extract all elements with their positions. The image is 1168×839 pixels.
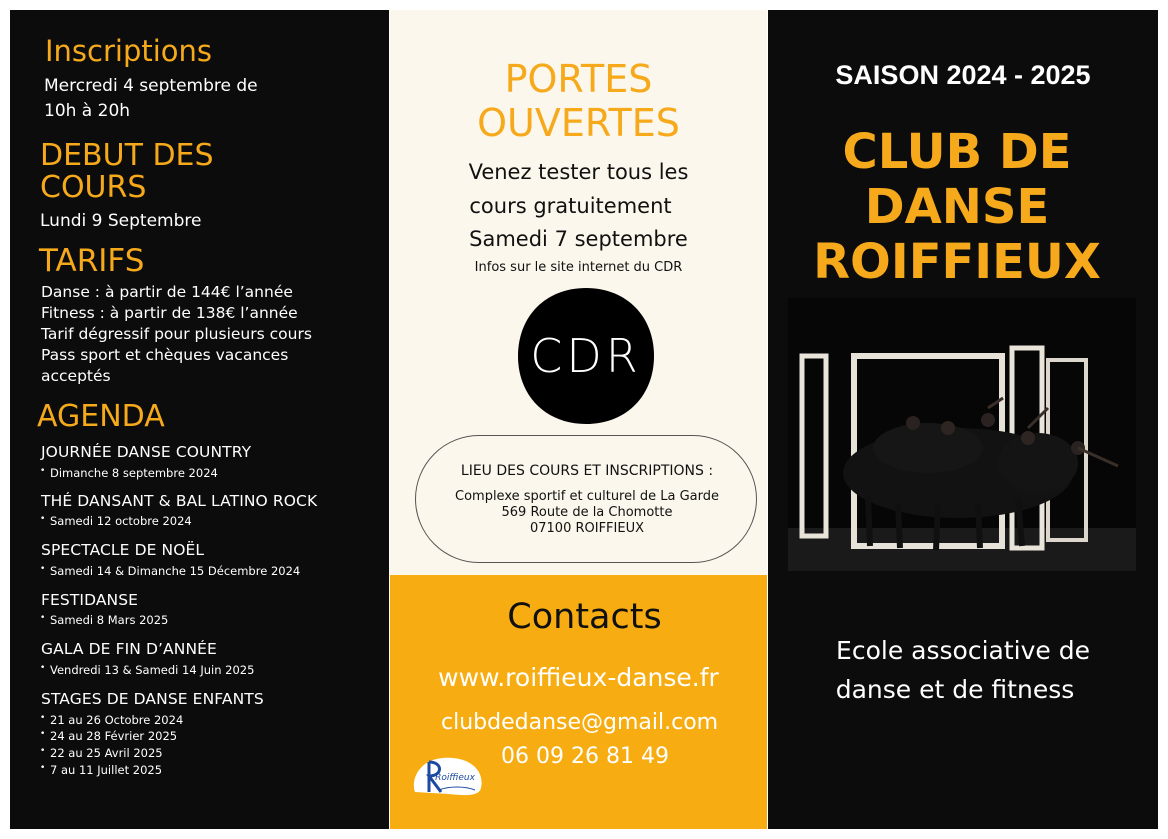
- school-description-line-2: danse et de fitness: [835, 675, 1075, 704]
- agenda-title: AGENDA: [37, 399, 165, 434]
- tarif-line: acceptés: [41, 367, 111, 385]
- tarif-line: Fitness : à partir de 138€ l’année: [41, 304, 298, 322]
- agenda-event-date: • Vendredi 13 & Samedi 14 Juin 2025: [50, 663, 254, 677]
- inscriptions-line-1: Mercredi 4 septembre de: [44, 76, 258, 96]
- open-day-date: Samedi 7 septembre: [469, 227, 688, 251]
- season-title: SAISON 2024 - 2025: [835, 60, 1091, 90]
- agenda-event-date: • 24 au 28 Février 2025: [50, 729, 177, 743]
- tarif-line: Danse : à partir de 144€ l’année: [41, 283, 293, 301]
- email-link[interactable]: clubdedanse@gmail.com: [441, 710, 719, 735]
- roiffieux-logo: [409, 752, 487, 798]
- location-line: Complexe sportif et culturel de La Garde: [455, 489, 719, 504]
- location-line: 07100 ROIFFIEUX: [529, 521, 644, 536]
- infos-line: Infos sur le site internet du CDR: [474, 260, 683, 275]
- roiffieux-logo-text: Roiffieux: [435, 773, 475, 783]
- portes-ouvertes-line-1: PORTES: [504, 57, 653, 101]
- cdr-logo: [518, 288, 654, 424]
- agenda-event-date: • Dimanche 8 septembre 2024: [50, 466, 218, 480]
- agenda-event-date: • Samedi 14 & Dimanche 15 Décembre 2024: [50, 564, 300, 578]
- club-title-line-1: CLUB DE: [842, 124, 1072, 180]
- agenda-event-title: STAGES DE DANSE ENFANTS: [41, 690, 264, 708]
- agenda-event-title: SPECTACLE DE NOËL: [41, 541, 205, 559]
- open-day-text-line-2: cours gratuitement: [469, 194, 672, 218]
- agenda-event-date: • 7 au 11 Juillet 2025: [50, 763, 162, 777]
- agenda-event-title: JOURNÉE DANSE COUNTRY: [41, 443, 252, 461]
- debut-date: Lundi 9 Septembre: [40, 211, 202, 231]
- agenda-event-date: • Samedi 12 octobre 2024: [50, 514, 192, 528]
- open-day-text-line-1: Venez tester tous les: [468, 160, 689, 184]
- phone-number: 06 09 26 81 49: [501, 744, 669, 769]
- location-line: 569 Route de la Chomotte: [501, 505, 673, 520]
- school-description-line-1: Ecole associative de: [836, 636, 1090, 665]
- agenda-event-date: • Samedi 8 Mars 2025: [50, 613, 168, 627]
- debut-title-line-2: COURS: [40, 170, 147, 205]
- website-link[interactable]: www.roiffieux-danse.fr: [438, 663, 719, 692]
- agenda-event-title: FESTIDANSE: [41, 591, 139, 609]
- inscriptions-line-2: 10h à 20h: [44, 101, 131, 121]
- location-title: LIEU DES COURS ET INSCRIPTIONS :: [460, 463, 714, 479]
- club-title-line-3: ROIFFIEUX: [813, 234, 1101, 290]
- location-box: [415, 435, 757, 563]
- dance-performance-photo: [788, 298, 1136, 571]
- agenda-event-title: THÉ DANSANT & BAL LATINO ROCK: [41, 492, 318, 510]
- agenda-event-date: • 22 au 25 Avril 2025: [50, 746, 163, 760]
- debut-title-line-1: DEBUT DES: [40, 138, 214, 173]
- tarif-line: Pass sport et chèques vacances: [41, 346, 289, 364]
- tarif-line: Tarif dégressif pour plusieurs cours: [41, 325, 312, 343]
- left-panel: [10, 10, 389, 829]
- agenda-event-title: GALA DE FIN D’ANNÉE: [41, 640, 217, 658]
- inscriptions-title: Inscriptions: [45, 34, 213, 68]
- club-title-line-2: DANSE: [864, 179, 1050, 235]
- contacts-title: Contacts: [507, 597, 662, 637]
- tarifs-title: TARIFS: [39, 243, 145, 279]
- cdr-logo-text: CDR: [530, 329, 642, 383]
- portes-ouvertes-line-2: OUVERTES: [477, 101, 680, 145]
- agenda-event-date: • 21 au 26 Octobre 2024: [50, 713, 183, 727]
